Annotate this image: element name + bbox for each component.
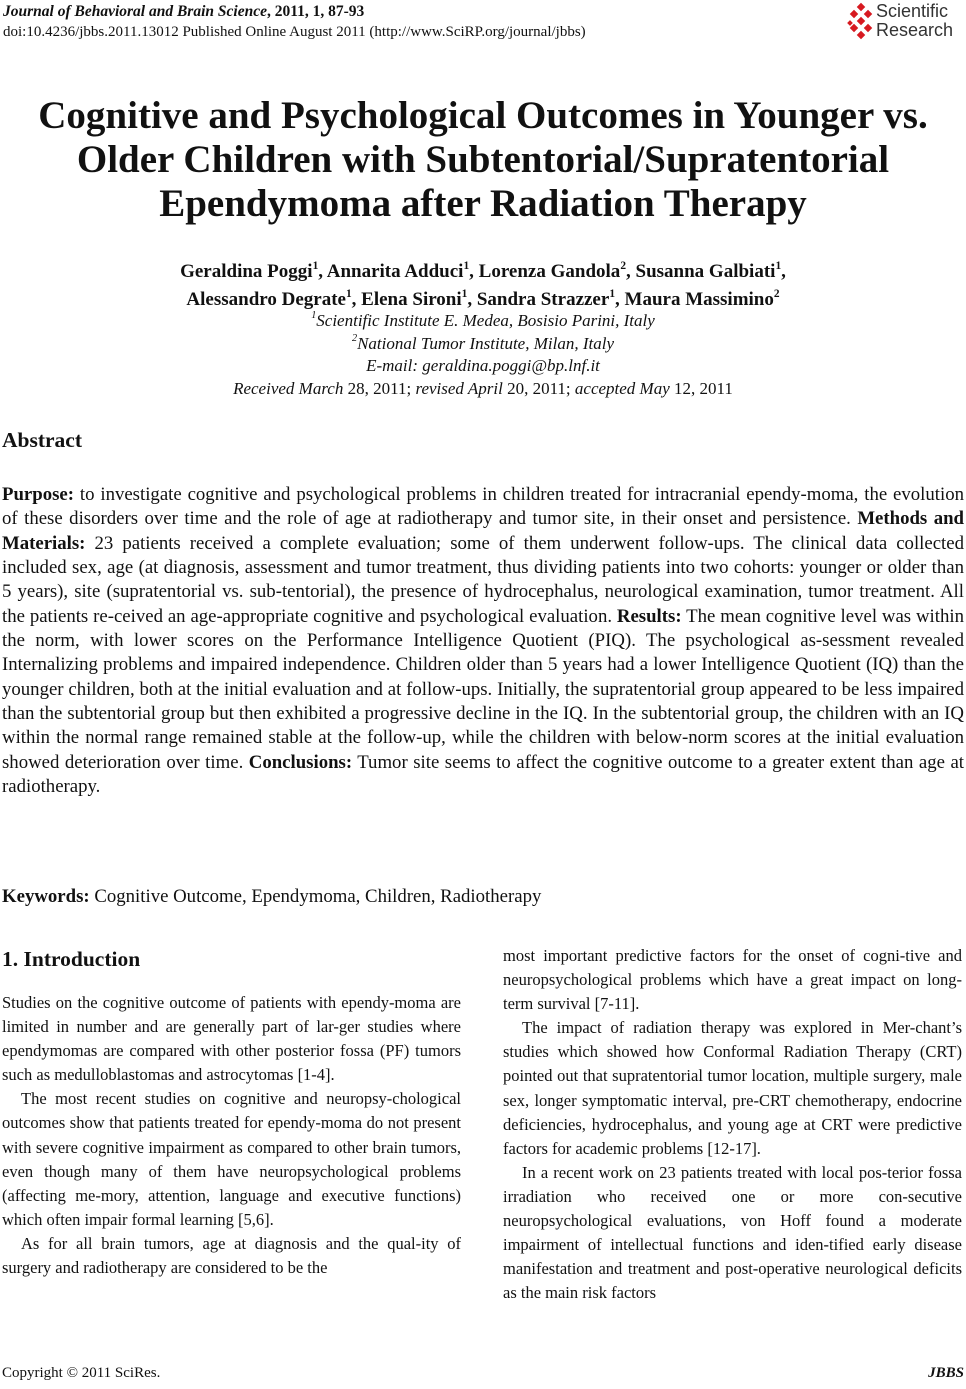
paragraph: The impact of radiation therapy was explored in Mer-chant’s studies which showed how Conformal Radiation Therapy (CRT) pointed out that supratentorial tumor location, multiple surgery, male sex, longer symptomatic interval, pre-CRT chemotherapy, endocrine deficiencies, hydrocephalus, and young age at CRT were predictive factors for academic problems [12-17]. <box>503 1018 962 1158</box>
conclusions-text: Tumor site seems to affect the cognitive outcome to a greater extent than age at radiotherapy. <box>2 751 965 798</box>
author-name: Sandra Strazzer <box>476 289 610 310</box>
author-affil-sup: 2 <box>773 287 780 300</box>
doi-line: doi:10.4236/jbbs.2011.13012 Published Online August 2011 (http://www.SciRP.org/journal/jbbs) <box>3 24 586 40</box>
keywords-text: Cognitive Outcome, Ependymoma, Children, Radiotherapy <box>89 886 542 907</box>
right-column <box>503 944 962 1305</box>
paragraph: As for all brain tumors, age at diagnosis and the qual-ity of surgery and radiotherapy are considered to be the <box>2 1233 461 1278</box>
received-date: 28, 2011; <box>343 378 416 398</box>
section-heading: 1. Introduction <box>2 947 141 971</box>
author-line-2: Alessandro Degrate$^1$, Elena Sironi$^1$, Sandra Strazzer$^1$, Maura Massimino$^2$ <box>186 287 780 310</box>
affil-sup: 1 <box>311 310 317 322</box>
affiliations <box>0 310 966 400</box>
logo-mark-icon <box>846 2 874 42</box>
author-name: Elena Sironi <box>361 289 462 310</box>
author-name: Maura Massimino <box>624 289 774 310</box>
methods-label: Methods and Materials: <box>2 508 964 554</box>
paragraph: most important predictive factors for the onset of cogni-tive and neuropsychological problems which have a great impact on long-term survival [7-11]. <box>503 946 962 1014</box>
email-label: E-mail <box>366 356 413 375</box>
revised-label: revised April <box>415 378 503 398</box>
affil-sup: 2 <box>352 332 358 344</box>
author-name: Lorenza Gandola <box>478 261 621 282</box>
title-line-2: Older Children with Subtentorial/Supratentorial <box>76 138 890 181</box>
author-name: Annarita Adduci <box>326 261 464 282</box>
affiliation-1 <box>0 310 966 333</box>
affiliation-2 <box>0 333 966 356</box>
methods-text: 23 patients received a complete evaluation; some of them underwent follow-ups. The clinical data collected included sex, age (at diagnosis, assessment and tumor treatment, thus dividing patients into two cohorts: younger or older than 5 years), site (supratentorial vs. sub-tentorial), the presence of hydrocephalus, neurological examination, tumor treatment. All the patients re-ceived an age-appropriate cognitive and psychological evaluation. <box>2 532 964 627</box>
publisher-logo <box>846 2 966 42</box>
received-label: Received March <box>233 378 344 398</box>
results-text: The mean cognitive level was within the norm, with lower scores on the Performance Intelligence Quotient (PIQ). The psychological as-sessment revealed Internalizing problems and impaired independence. Children older than 5 years had a lower Intelligence Quotient (IQ) than the younger children, both at the initial evaluation and at follow-ups. Initially, the supratentorial group appeared to be less impaired than the subtentorial group but then exhibited a progressive decline in the IQ. In the subtentorial group, the children with an IQ within the normal range remained stable at the follow-up, while the children with below-norm scores at the initial evaluation showed deterioration over time. <box>2 605 964 773</box>
keywords-label: Keywords: <box>2 886 90 907</box>
email-line <box>0 355 966 378</box>
paragraph: Studies on the cognitive outcome of patients with ependy-moma are limited in number and are generally part of lar-ger studies where ependymomas are compared with other posterior fossa (PF) tumors such as medulloblastomas and astrocytomas [1-4]. <box>2 993 461 1085</box>
author-list <box>0 258 966 314</box>
author-affil-sup: 2 <box>620 259 627 272</box>
author-name: Alessandro Degrate <box>186 289 346 310</box>
author-affil-sup: 1 <box>345 287 352 300</box>
journal-citation <box>3 2 723 22</box>
results-label: Results: <box>616 605 682 627</box>
dates-line <box>0 378 966 401</box>
author-affil-sup: 1 <box>609 287 616 300</box>
title-line-3: Ependymoma after Radiation Therapy <box>159 182 807 225</box>
keywords <box>2 886 964 908</box>
affiliation-text: Scientific Institute E. Medea, Bosisio Parini, Italy <box>316 311 655 330</box>
logo-line-1: Scientific <box>876 1 949 21</box>
journal-volume: , 2011, 1, 87-93 <box>266 3 365 20</box>
title-line-1: Cognitive and Psychological Outcomes in Younger vs. <box>38 94 928 137</box>
accepted-date: 12, 2011 <box>669 378 733 398</box>
logo-text <box>876 2 953 40</box>
abstract-heading: Abstract <box>2 428 83 452</box>
paragraph: In a recent work on 23 patients treated with local pos-terior fossa irradiation who received one or more con-secutive neuropsychological evaluations, von Hoff found a moderate impairment of intellectual functions and iden-tified early disease manifestation and treatment and post-operative neurological deficits as the main risk factors <box>503 1162 962 1303</box>
journal-name: Journal of Behavioral and Brain Science <box>3 3 267 20</box>
author-affil-sup: 1 <box>463 259 470 272</box>
author-name: Susanna Galbiati <box>635 261 776 282</box>
author-affil-sup: 1 <box>775 259 782 272</box>
author-name: Geraldina Poggi <box>180 261 313 282</box>
revised-date: 20, 2011; <box>502 378 575 398</box>
accepted-label: accepted May <box>574 378 670 398</box>
paragraph: The most recent studies on cognitive and neuropsy-chological outcomes show that patients treated for ependy-moma do not present with severe cognitive impairment as compared to other brain tumors, even though many of them have neuropsychological problems (affecting me-mory, attention, language and executive functions) which often impair formal learning [5,6]. <box>2 1089 461 1229</box>
author-affil-sup: 1 <box>461 287 468 300</box>
left-column <box>2 946 461 1280</box>
affiliation-text: National Tumor Institute, Milan, Italy <box>357 333 614 353</box>
logo-line-2: Research <box>876 20 954 40</box>
author-affil-sup: 1 <box>312 259 319 272</box>
journal-header <box>3 2 723 42</box>
paper-title <box>0 94 966 226</box>
purpose-label: Purpose: <box>2 484 74 505</box>
conclusions-label: Conclusions: <box>248 751 353 773</box>
purpose-text: to investigate cognitive and psychological problems in children treated for intracranial ependy-moma, the evolution of these disorders over time and the role of age at radiotherapy and tumor site, in their onset and persistence. <box>2 484 964 530</box>
copyright: Copyright © 2011 SciRes. <box>2 1365 161 1381</box>
journal-abbreviation: JBBS <box>928 1365 964 1381</box>
abstract-body <box>2 483 964 799</box>
author-line-1: Geraldina Poggi$^1$, Annarita Adduci$^1$, Lorenza Gandola$^2$, Susanna Galbiati$^1$, <box>180 259 786 282</box>
page-footer <box>2 1365 964 1382</box>
email-address: : geraldina.poggi@bp.lnf.it <box>412 356 600 375</box>
